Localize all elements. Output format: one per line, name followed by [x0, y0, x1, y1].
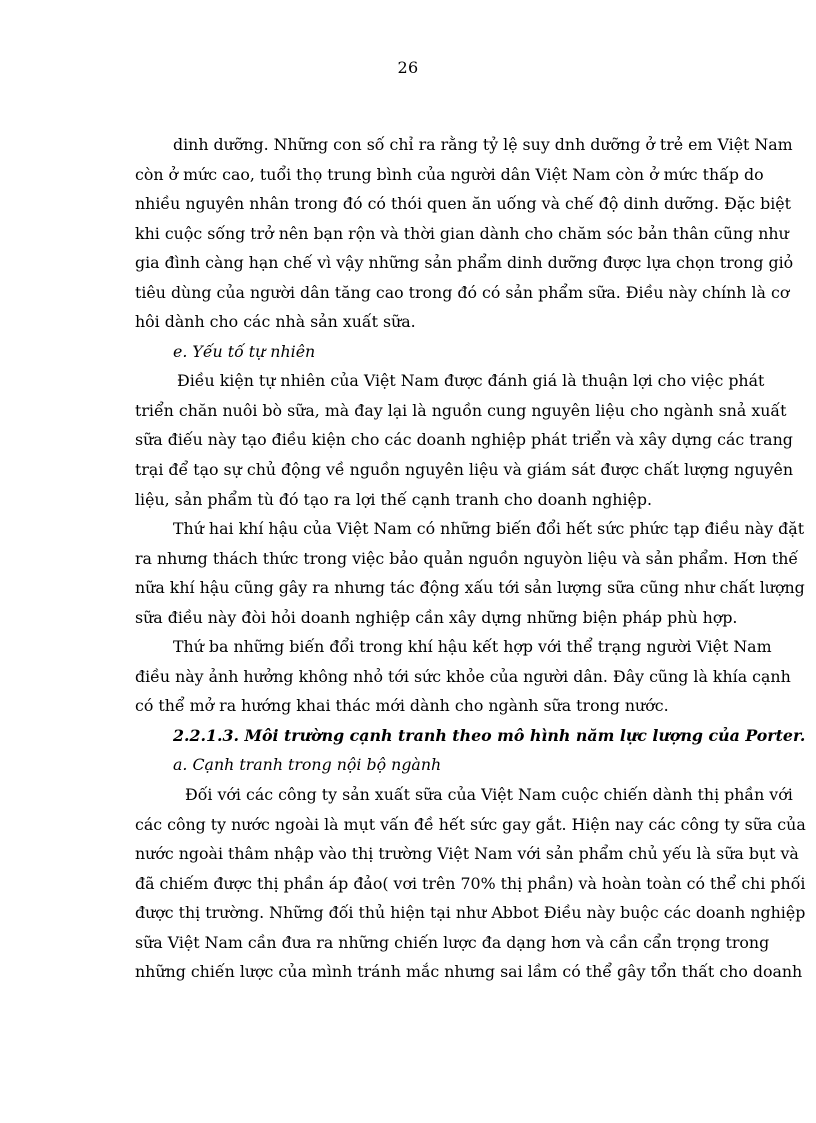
text-line: Thứ ba những biến đổi trong khí hậu kết hợp với thể trạng người Việt Nam: [173, 637, 772, 657]
text-line: sữa Việt Nam cần đưa ra những chiến lược đa dạng hơn và cần cẩn trọng trong: [135, 932, 770, 952]
text-line: sữa điều này đòi hỏi doanh nghiệp cần xây dựng những biện pháp phù hợp.: [135, 607, 738, 627]
text-line: gia đình càng hạn chế vì vậy những sản phẩm dinh dưỡng được lựa chọn trong giỏ: [135, 253, 794, 273]
text-line: những chiến lược của mình tránh mắc nhưng sai lầm có thể gây tổn thất cho doanh: [135, 962, 803, 982]
page-number: 26: [397, 58, 419, 77]
text-line: tiêu dùng của người dân tăng cao trong đó có sản phẩm sữa. Điều này chính là cơ: [135, 282, 790, 302]
text-line: nước ngoài thâm nhập vào thị trường Việt Nam với sản phẩm chủ yếu là sữa bụt và: [135, 844, 799, 864]
text-line: Thứ hai khí hậu của Việt Nam có những biến đổi hết sức phức tạp điều này đặt: [173, 519, 805, 539]
text-line: sữa điếu này tạo điều kiện cho các doanh nghiệp phát triển và xây dựng các trang: [135, 430, 793, 450]
text-line: trại để tạo sự chủ động về nguồn nguyên liệu và giám sát được chất lượng nguyên: [135, 460, 794, 480]
text-line: Đối với các công ty sản xuất sữa của Việt Nam cuộc chiến dành thị phần với: [185, 785, 793, 805]
text-line: dinh dưỡng. Những con số chỉ ra rằng tỷ lệ suy dnh dưỡng ở trẻ em Việt Nam: [173, 135, 793, 154]
text-line: có thể mở ra hướng khai thác mới dành cho ngành sữa trong nước.: [135, 696, 669, 716]
text-line: ra nhưng thách thức trong việc bảo quản nguồn nguyòn liệu và sản phẩm. Hơn thế: [135, 548, 799, 568]
text-line: đã chiếm được thị phần áp đảo( vơi trên 70% thị phần) và hoàn toàn có thể chi phối: [135, 873, 806, 893]
text-line: còn ở mức cao, tuổi thọ trung bình của người dân Việt Nam còn ở mức thấp do: [135, 164, 764, 184]
text-line: liệu, sản phẩm tù đó tạo ra lợi thế cạnh tranh cho doanh nghiệp.: [135, 489, 653, 509]
text-line: Điều kiện tự nhiên của Việt Nam được đánh giá là thuận lợi cho việc phát: [177, 371, 765, 391]
text-line: triển chăn nuôi bò sữa, mà đay lại là nguồn cung nguyên liệu cho ngành snả xuất: [135, 400, 787, 420]
text-line: điều này ảnh hưởng không nhỏ tới sức khỏe của người dân. Đây cũng là khía cạnh: [135, 666, 791, 686]
text-line: 2.2.1.3. Môi trường cạnh tranh theo mô hình năm lực lượng của Porter.: [173, 725, 806, 745]
text-line: nhiều nguyên nhân trong đó có thói quen ăn uống và chế độ dinh dưỡng. Đặc biệt: [135, 194, 791, 214]
text-line: e. Yếu tố tự nhiên: [173, 341, 316, 361]
body-text: [135, 130, 806, 987]
text-line: hôi dành cho các nhà sản xuất sữa.: [135, 312, 416, 332]
text-line: a. Cạnh tranh trong nội bộ ngành: [173, 755, 442, 775]
text-line: nữa khí hậu cũng gây ra nhưng tác động xấu tới sản lượng sữa cũng như chất lượng: [135, 578, 805, 598]
text-line: khi cuộc sống trở nên bạn rộn và thời gian dành cho chăm sóc bản thân cũng như: [135, 223, 789, 243]
text-line: được thị trường. Những đối thủ hiện tại như Abbot Điều này buộc các doanh nghiệp: [135, 903, 806, 923]
text-line: các công ty nước ngoài là mụt vấn đề hết sức gay gắt. Hiện nay các công ty sữa của: [135, 814, 806, 834]
